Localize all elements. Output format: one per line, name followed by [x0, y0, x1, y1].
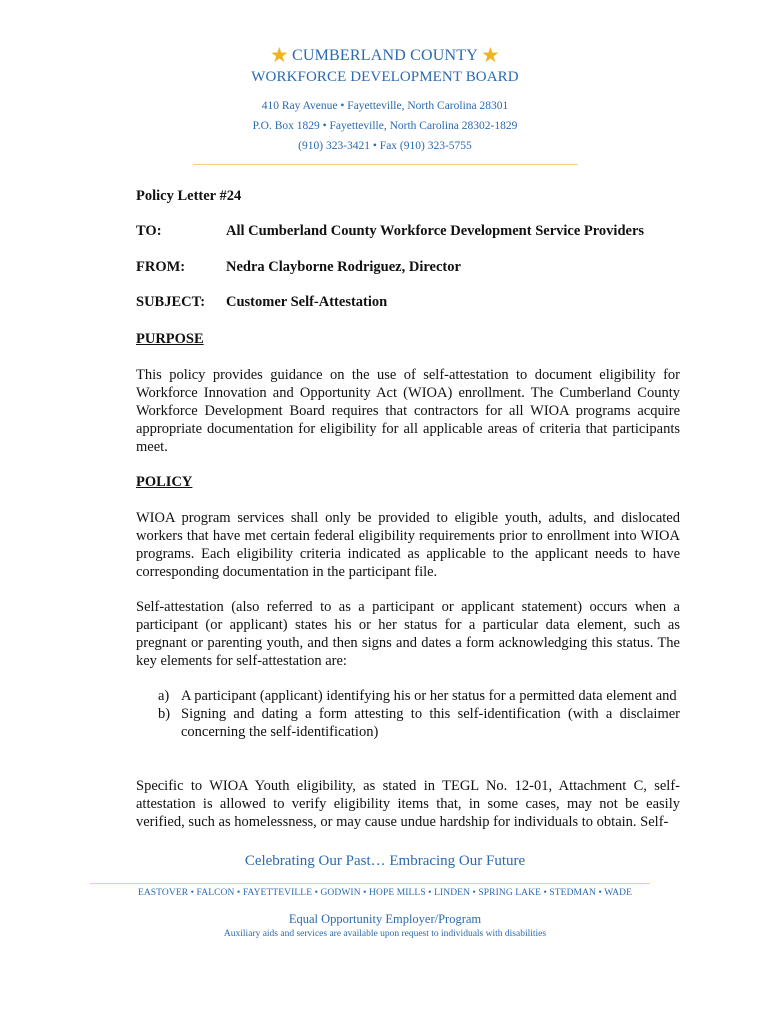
purpose-heading: PURPOSE — [136, 331, 204, 347]
list-marker: a) — [158, 688, 170, 704]
subject-label: SUBJECT: — [136, 294, 206, 310]
to-value: All Cumberland County Workforce Development Service Providers — [226, 223, 645, 239]
list-item — [158, 687, 680, 705]
address-line2: P.O. Box 1829 • Fayetteville, North Carolina 28302-1829 — [252, 120, 518, 132]
letter-title: Policy Letter #24 — [136, 188, 242, 204]
to-label: TO: — [136, 223, 162, 239]
from-label: FROM: — [136, 259, 186, 275]
list-item-text: Signing and dating a form attesting to this self-identification (with a disclaimer concerning the self-identification) — [181, 706, 680, 740]
footer-slogan: Celebrating Our Past… Embracing Our Future — [244, 853, 526, 869]
list-item-text: A participant (applicant) identifying his or her status for a permitted data element and — [181, 688, 677, 704]
letterhead — [0, 44, 770, 156]
list-marker: b) — [158, 706, 171, 722]
memo-to-row — [136, 223, 644, 240]
header-divider — [193, 164, 578, 165]
policy-paragraph-1: WIOA program services shall only be provided to eligible youth, adults, and dislocated workers that have met certain federal eligibility requirements prior to enrollment into WIOA programs. Each eligibility criteria indicated as applicable to the applicant needs to have corresponding documentation in the participant file. — [136, 510, 680, 580]
footer-divider — [90, 883, 650, 884]
subject-value: Customer Self-Attestation — [226, 294, 388, 310]
star-icon-left: ★ — [269, 43, 289, 67]
footer-eoe: Equal Opportunity Employer/Program — [288, 912, 482, 926]
star-icon-right: ★ — [481, 43, 501, 67]
org-name-text: CUMBERLAND COUNTY — [291, 47, 479, 64]
memo-from-row — [136, 259, 461, 276]
list-item — [158, 705, 680, 741]
org-name-line1 — [0, 44, 770, 67]
policy-heading: POLICY — [136, 474, 193, 490]
org-name-line2: WORKFORCE DEVELOPMENT BOARD — [251, 69, 519, 85]
address-line1: 410 Ray Avenue • Fayetteville, North Carolina 28301 — [261, 100, 509, 112]
footer-aux-note: Auxiliary aids and services are available upon request to individuals with disabilities — [223, 929, 547, 939]
phone-line: (910) 323-3421 • Fax (910) 323-5755 — [298, 140, 472, 152]
self-attestation-list — [158, 687, 680, 741]
purpose-paragraph: This policy provides guidance on the use of self-attestation to document eligibility for Workforce Innovation and Opportunity Act (WIOA) enrollment. The Cumberland County Workforce Development Board requires that contractors for all WIOA programs acquire appropriate documentation for eligibility for all applicable areas of criteria that participants meet. — [136, 367, 680, 455]
from-value: Nedra Clayborne Rodriguez, Director — [226, 259, 461, 275]
policy-paragraph-2: Self-attestation (also referred to as a participant or applicant statement) occurs when a participant (or applicant) states his or her status for a particular data element, such as pregnant or parenting youth, and then signs and dates a form acknowledging this status. The key elements for self-attestation are: — [136, 599, 680, 669]
memo-subject-row — [136, 294, 387, 311]
footer-towns: EASTOVER • FALCON • FAYETTEVILLE • GODWIN • HOPE MILLS • LINDEN • SPRING LAKE • STEDMAN • WADE — [137, 888, 633, 898]
policy-paragraph-3: Specific to WIOA Youth eligibility, as stated in TEGL No. 12-01, Attachment C, self-attestation is allowed to verify eligibility items that, in some cases, may not be easily verified, such as homelessness, or may cause undue hardship for individuals to obtain. Self- — [136, 778, 680, 830]
